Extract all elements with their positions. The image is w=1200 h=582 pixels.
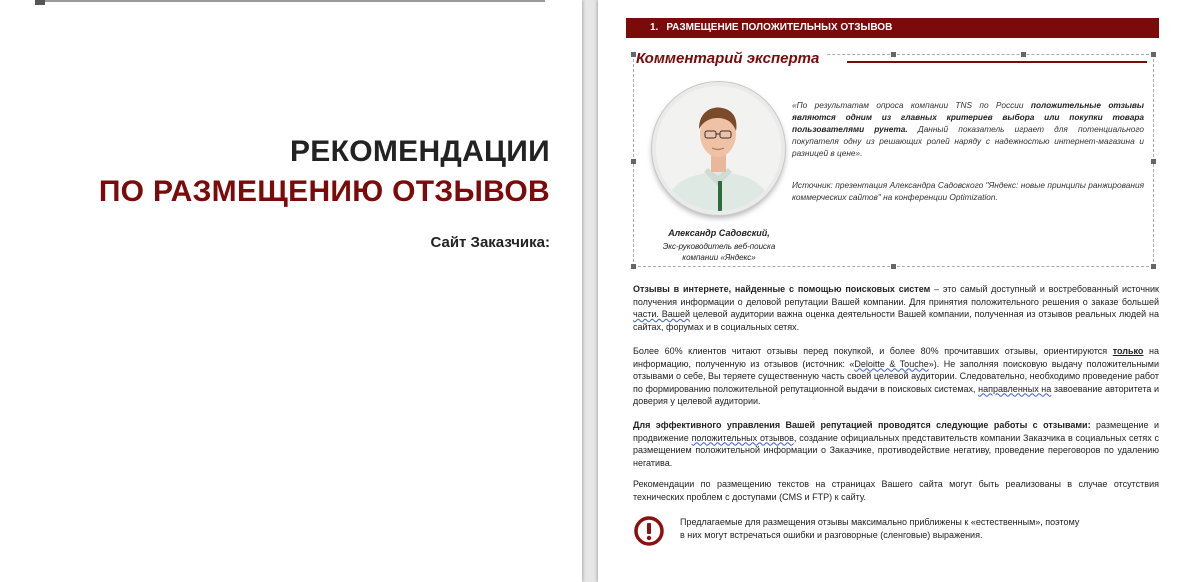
resize-handle[interactable] bbox=[1151, 159, 1156, 164]
para3-text-a: размещение и продвижение bbox=[633, 420, 1159, 443]
spellcheck-underline: части. Вашей bbox=[633, 309, 690, 319]
expert-role-line1: Экс-руководитель веб-поиска bbox=[662, 242, 776, 251]
note-line2: в них могут встречаться ошибки и разговорные (сленговые) выражения. bbox=[680, 530, 983, 540]
warning-icon bbox=[634, 516, 664, 546]
resize-handle[interactable] bbox=[1021, 52, 1026, 57]
expert-name: Александр Садовский, bbox=[668, 228, 770, 238]
para1-text-b: целевой аудитории важна оценка деятельности Вашей компании, полученная из отзывов реальных людей на сайтах, форумах и в социальных сетях. bbox=[633, 309, 1159, 332]
resize-handle[interactable] bbox=[1151, 52, 1156, 57]
resize-handle[interactable] bbox=[891, 52, 896, 57]
spellcheck-underline: Deloitte & Touche bbox=[854, 358, 929, 369]
resize-handle[interactable] bbox=[891, 264, 896, 269]
paragraph-work-list bbox=[633, 419, 1159, 469]
para2-underlined: только bbox=[1112, 346, 1144, 356]
expert-comment-block[interactable] bbox=[633, 50, 1154, 267]
expert-role bbox=[634, 241, 804, 263]
para1-text-a: – это самый доступный и востребованный источник получения информации о деловой репутации Вашей компании. Для принятия положительного решения о заказе большей bbox=[633, 284, 1159, 307]
page-top-border bbox=[35, 0, 545, 2]
cover-page bbox=[0, 0, 582, 582]
paragraph-reviews-intro bbox=[633, 283, 1159, 333]
note-line1: Предлагаемые для размещения отзывы максимально приближены к «естественным», поэтому bbox=[680, 517, 1080, 527]
site-label: Сайт Заказчика: bbox=[430, 234, 550, 251]
resize-handle[interactable] bbox=[631, 159, 636, 164]
section-number: 1. bbox=[650, 22, 659, 33]
resize-handle[interactable] bbox=[631, 264, 636, 269]
cover-title-line1: РЕКОМЕНДАЦИИ bbox=[289, 135, 550, 168]
warning-note bbox=[680, 516, 1150, 542]
section-title: РАЗМЕЩЕНИЕ ПОЛОЖИТЕЛЬНЫХ ОТЗЫВОВ bbox=[666, 22, 893, 33]
quote-bold: положительные отзывы являются одним из главных критериев выбора или покупки товара пользователями рунета. bbox=[792, 100, 1144, 134]
person-portrait-icon bbox=[656, 86, 781, 211]
content-page bbox=[598, 0, 1200, 582]
quote-part2: Данный показатель играет для потенциального покупателя одну из решающих ролей наряду с надежностью интернет-магазина и разницей в цене». bbox=[792, 124, 1144, 158]
resize-handle[interactable] bbox=[1151, 264, 1156, 269]
paragraph-technical: Рекомендации по размещению текстов на страницах Вашего сайта могут быть реализованы в случае отсутствия технических проблем с доступами (CMS и FTP) к сайту. bbox=[633, 479, 1159, 502]
para1-bold: Отзывы в интернете, найденные с помощью поисковых систем bbox=[633, 284, 931, 294]
expert-role-line2: компании «Яндекс» bbox=[682, 253, 756, 262]
para2-text-a: Более 60% клиентов читают отзывы перед покупкой, и более 80% прочитавших отзывы, ориентируются bbox=[633, 346, 1113, 356]
para2-text-c: »). Не заполняя поисковую выдачу положительными отзывами о себе, Вы теряете существенную часть своей целевой аудитории. Следовательно, необходимо проведение работ по формированию положительной репутационной выдачи в поисковых системах, bbox=[633, 358, 1159, 394]
para2-text-d: завоевание авторитета и доверия у целевой аудитории. bbox=[633, 383, 1159, 406]
spellcheck-underline: положительных отзывов, bbox=[691, 432, 797, 443]
paragraph-statistics bbox=[633, 345, 1159, 408]
quote-source: Источник: презентация Александра Садовского "Яндекс: новые принципы ранжирования коммерческих сайтов" на конференции Optimization. bbox=[792, 180, 1144, 202]
cover-title-line2: ПО РАЗМЕЩЕНИЮ ОТЗЫВОВ bbox=[98, 175, 550, 208]
expert-heading: Комментарий эксперта bbox=[636, 50, 825, 67]
section-header bbox=[626, 18, 1159, 38]
page-corner-mark bbox=[35, 0, 45, 5]
spellcheck-underline: направленных на bbox=[978, 383, 1052, 394]
expert-photo bbox=[652, 82, 785, 215]
para2-text-b: на информацию, полученную из отзывов (источник: « bbox=[633, 346, 1159, 369]
expert-quote bbox=[792, 99, 1144, 159]
para3-bold: Для эффективного управления Вашей репутацией проводятся следующие работы с отзывами: bbox=[633, 420, 1091, 430]
quote-part1: «По результатам опроса компании TNS по России bbox=[792, 100, 1031, 110]
expert-heading-rule bbox=[847, 61, 1147, 63]
para3-text-b: создание официальных представительств компании Заказчика в социальных сетях с размещением положительной информации о Заказчике, противодействие негативу, проведение переговоров по удалению негатива. bbox=[633, 432, 1159, 468]
